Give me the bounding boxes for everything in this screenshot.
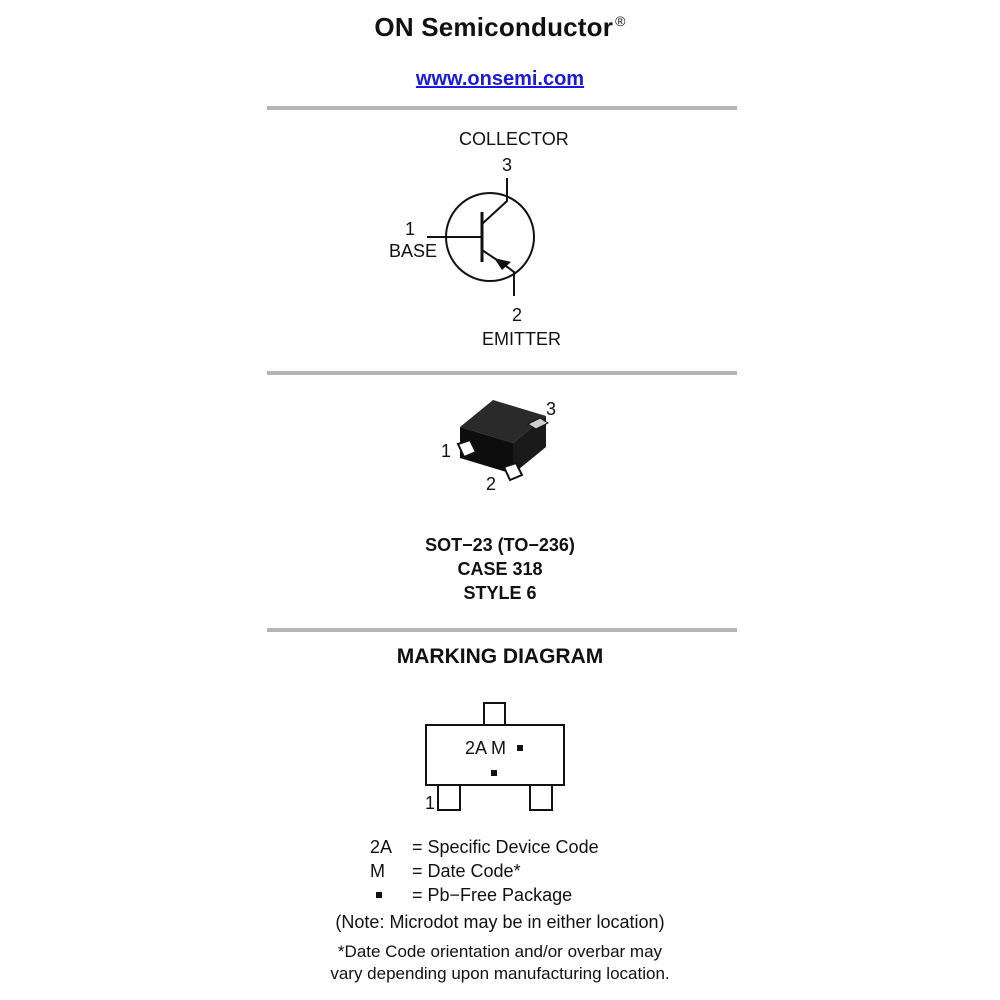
marking-pin1-number: 1 xyxy=(425,793,436,813)
package-pin2-number: 2 xyxy=(486,474,497,494)
legend-row xyxy=(370,885,630,909)
microdot-center xyxy=(491,770,497,776)
registered-mark: ® xyxy=(615,13,626,29)
package-case: CASE 318 xyxy=(457,559,543,579)
collector-label: COLLECTOR xyxy=(459,129,569,149)
collector-pin-number: 3 xyxy=(502,155,513,175)
legend-value: = Specific Device Code xyxy=(412,837,599,857)
brand-name: ON Semiconductor xyxy=(374,12,614,42)
emitter-pin-number: 2 xyxy=(512,305,523,325)
bullet-icon xyxy=(376,892,382,898)
base-label: BASE xyxy=(389,241,438,261)
microdot-note: (Note: Microdot may be in either location) xyxy=(335,912,665,932)
legend-bullet-key xyxy=(376,885,416,906)
legend-value: = Pb−Free Package xyxy=(412,885,573,905)
legend-row xyxy=(370,861,630,885)
package-pin1-number: 1 xyxy=(441,441,452,461)
emitter-label: EMITTER xyxy=(482,329,561,349)
base-pin-number: 1 xyxy=(405,219,416,239)
legend-key: 2A xyxy=(370,837,393,857)
footnote-line: *Date Code orientation and/or overbar may xyxy=(337,942,663,961)
package-name: SOT−23 (TO−236) xyxy=(425,535,575,555)
website-link[interactable]: www.onsemi.com xyxy=(415,68,585,90)
microdot-right xyxy=(517,745,523,751)
marking-pin1 xyxy=(438,785,460,810)
legend-key: M xyxy=(370,861,385,881)
marking-code: 2A M xyxy=(465,738,507,758)
marking-diagram-title: MARKING DIAGRAM xyxy=(396,645,604,668)
marking-top-pin xyxy=(484,703,505,725)
package-style: STYLE 6 xyxy=(463,583,537,603)
legend-value: = Date Code* xyxy=(412,861,521,881)
marking-pin2 xyxy=(530,785,552,810)
legend-row xyxy=(370,837,630,861)
package-pin3-number: 3 xyxy=(546,399,557,419)
footnote-line: vary depending upon manufacturing location. xyxy=(330,964,670,983)
